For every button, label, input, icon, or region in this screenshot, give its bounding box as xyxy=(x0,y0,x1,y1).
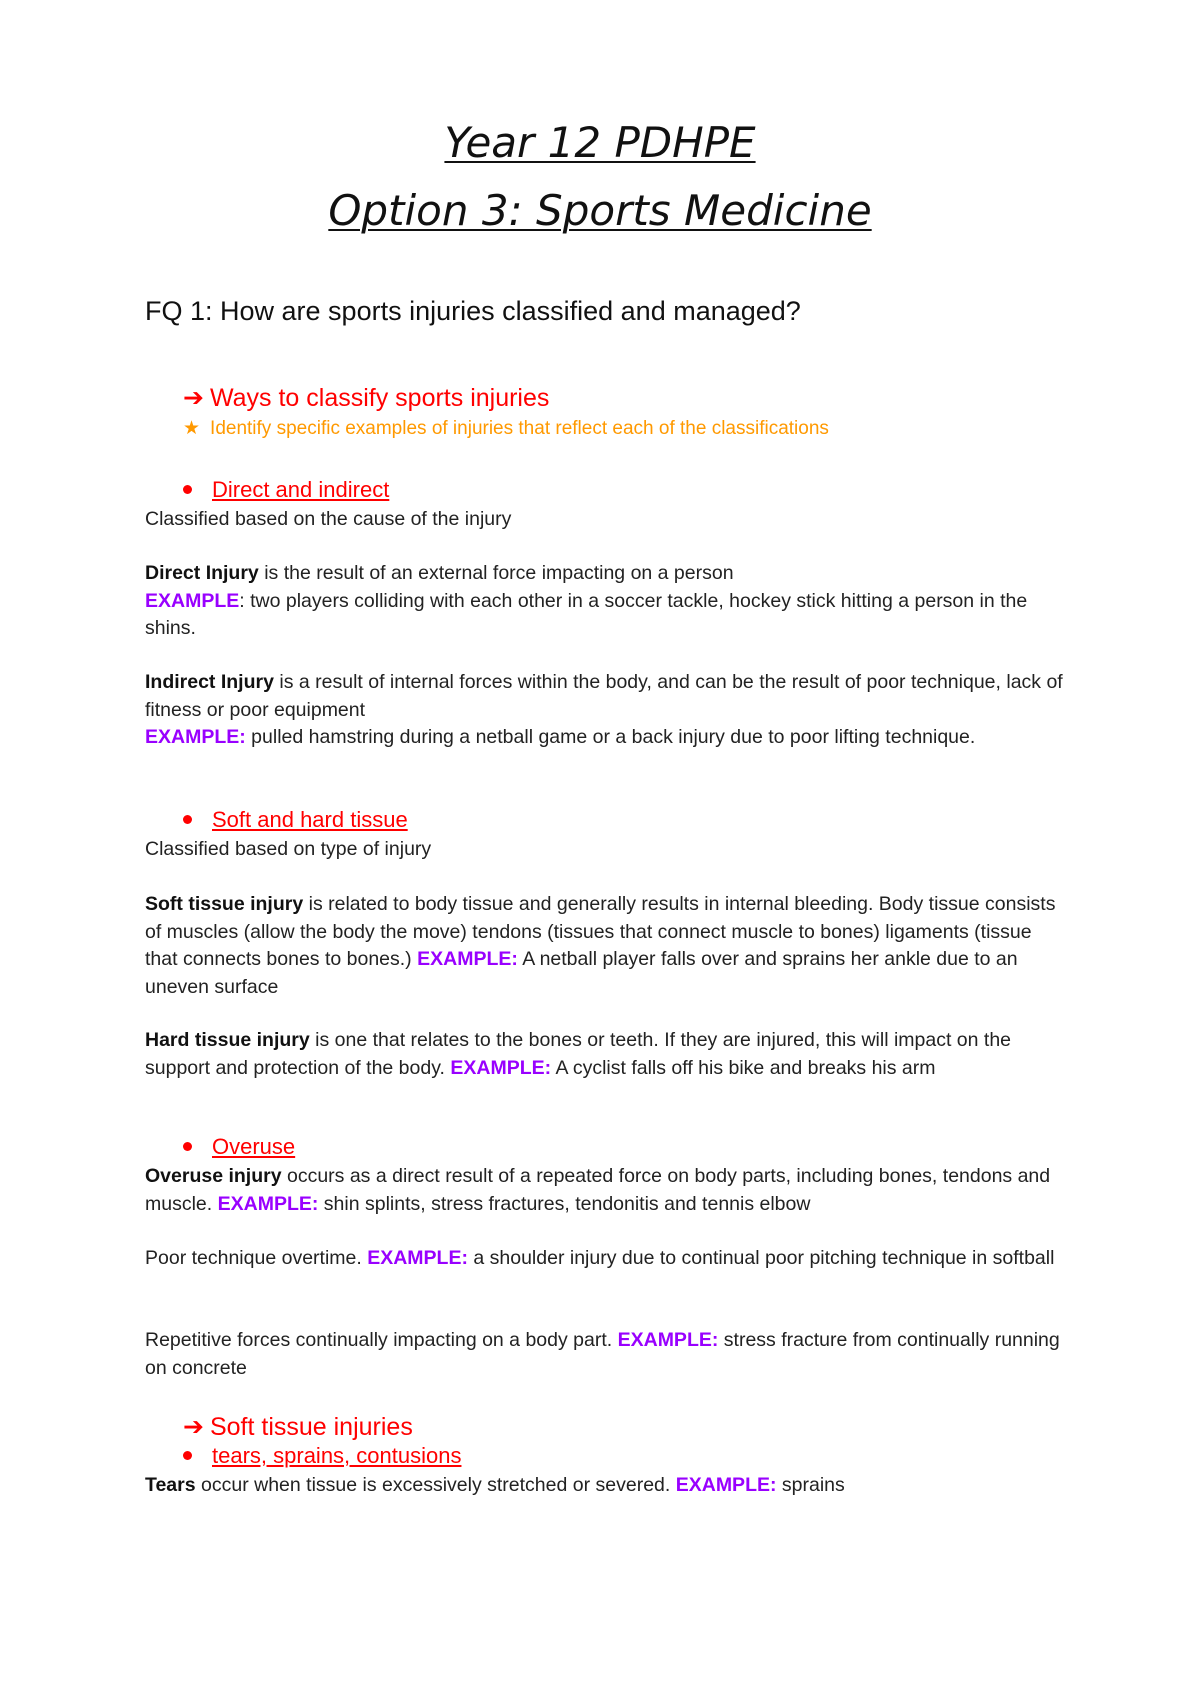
example-label: EXAMPLE: xyxy=(417,948,518,970)
example-label: EXAMPLE: xyxy=(675,1474,777,1496)
bullet-overuse xyxy=(183,1134,295,1160)
paragraph-direct-injury xyxy=(145,560,1065,643)
bullet-label: Overuse xyxy=(212,1134,296,1159)
text-overuse-injury: occurs as a direct result of a repeated force on body parts, including bones, tendons and muscle. xyxy=(145,1165,1051,1215)
focus-question: FQ 1: How are sports injuries classified and managed? xyxy=(145,296,801,326)
bullet-label: Direct and indirect xyxy=(212,477,390,502)
bullet-tears-sprains xyxy=(183,1443,461,1469)
note-line xyxy=(183,417,829,440)
text-repetitive-forces: Repetitive forces continually impacting on a body part. xyxy=(145,1329,618,1351)
example-label: EXAMPLE: xyxy=(450,1056,552,1079)
example-text: sprains xyxy=(776,1474,845,1496)
text-tears: occur when tissue is excessively stretched or severed. xyxy=(195,1474,676,1496)
paragraph-hard-tissue xyxy=(145,1027,1065,1082)
text-poor-technique: Poor technique overtime. xyxy=(145,1247,368,1269)
note-text: Identify specific examples of injuries that reflect each of the classifications xyxy=(210,418,829,439)
section-heading-classify xyxy=(183,383,549,413)
example-text: stress fracture from continually running on concrete xyxy=(145,1329,1060,1379)
term-overuse-injury: Overuse injury xyxy=(145,1165,282,1187)
section-heading-soft-tissue xyxy=(183,1412,413,1442)
example-text: pulled hamstring during a netball game or a back injury due to poor lifting technique. xyxy=(245,726,976,748)
title-line-2 xyxy=(0,186,1200,235)
title-line-1 xyxy=(0,118,1200,167)
bullet-dot-icon xyxy=(183,1142,192,1151)
title-text-1: Year 12 PDHPE xyxy=(444,118,756,167)
example-text: A cyclist falls off his bike and breaks his arm xyxy=(551,1056,936,1079)
example-text: shin splints, stress fractures, tendonitis and tennis elbow xyxy=(318,1192,811,1215)
section-heading-text: Soft tissue injuries xyxy=(209,1413,413,1441)
example-label: EXAMPLE: xyxy=(217,1192,319,1215)
example-text: : two players colliding with each other in a soccer tackle, hockey stick hitting a person in the shins. xyxy=(145,589,1028,639)
text-direct-injury: is the result of an external force impacting on a person xyxy=(258,562,734,584)
star-icon: ★ xyxy=(183,418,201,439)
text-hard-tissue: is one that relates to the bones or teeth. If they are injured, this will impact on the support and protection of the body. xyxy=(145,1029,1012,1079)
example-text: A netball player falls over and sprains her ankle due to an uneven surface xyxy=(145,948,1018,998)
paragraph-indirect-injury xyxy=(145,669,1065,752)
paragraph-overuse-injury xyxy=(145,1163,1065,1218)
paragraph-poor-technique xyxy=(145,1245,1065,1273)
paragraph-intro-cause: Classified based on the cause of the injury xyxy=(145,508,512,530)
bullet-direct-indirect xyxy=(183,477,389,503)
bullet-label: tears, sprains, contusions xyxy=(212,1443,462,1468)
term-direct-injury: Direct Injury xyxy=(145,562,259,584)
text-soft-tissue: is related to body tissue and generally results in internal bleeding. Body tissue consists of muscles (allow the body the move) tendons (tissues that connect muscle to bones) ligaments (tissue that connects bones to bones.) xyxy=(145,893,1056,970)
section-heading-text: Ways to classify sports injuries xyxy=(209,384,550,412)
bullet-dot-icon xyxy=(183,485,192,494)
paragraph-intro-type: Classified based on type of injury xyxy=(145,838,432,860)
bullet-label: Soft and hard tissue xyxy=(212,807,408,832)
paragraph-tears xyxy=(145,1472,1065,1500)
term-tears: Tears xyxy=(145,1474,196,1496)
term-indirect-injury: Indirect Injury xyxy=(145,671,274,693)
title-text-2: Option 3: Sports Medicine xyxy=(328,186,872,235)
arrow-icon: ➔ xyxy=(183,1413,204,1441)
term-hard-tissue: Hard tissue injury xyxy=(145,1029,310,1051)
paragraph-soft-tissue xyxy=(145,891,1065,1001)
text-indirect-injury: is a result of internal forces within the body, and can be the result of poor technique, lack of fitness or poor equipment xyxy=(145,671,1063,721)
example-text: a shoulder injury due to continual poor pitching technique in softball xyxy=(467,1247,1055,1269)
example-label: EXAMPLE: xyxy=(367,1247,468,1269)
example-label: EXAMPLE: xyxy=(617,1329,719,1351)
paragraph-repetitive-forces xyxy=(145,1327,1065,1382)
bullet-dot-icon xyxy=(183,1451,192,1460)
bullet-dot-icon xyxy=(183,815,192,824)
example-label: EXAMPLE xyxy=(145,589,240,612)
example-label: EXAMPLE: xyxy=(145,726,246,748)
term-soft-tissue: Soft tissue injury xyxy=(145,893,304,915)
arrow-icon: ➔ xyxy=(183,384,204,412)
bullet-soft-hard xyxy=(183,807,408,833)
